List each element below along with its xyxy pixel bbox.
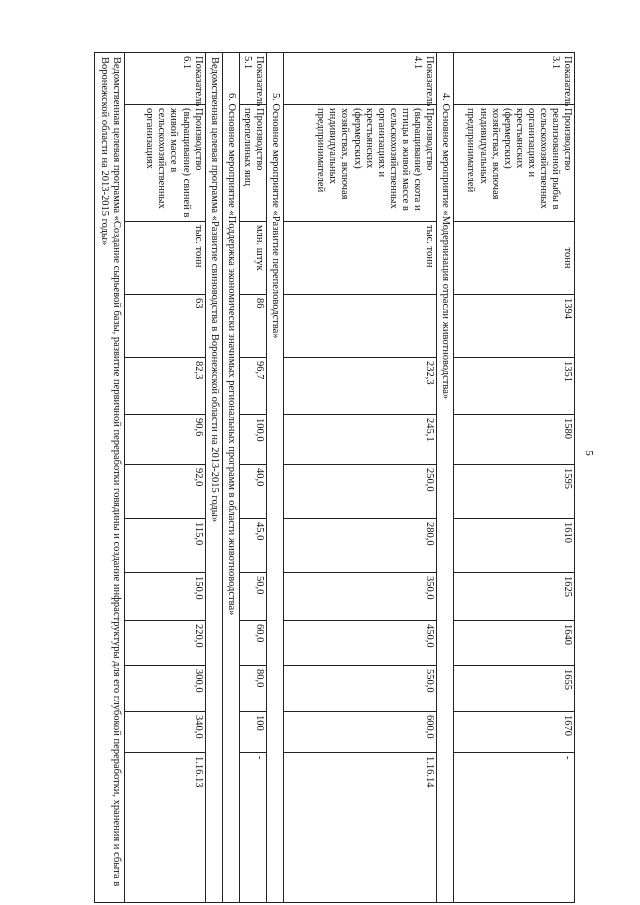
program-row [95, 53, 124, 903]
indicator-name: Производство перепелиных яиц [239, 105, 266, 222]
value-cell: 1580 [454, 415, 575, 465]
rotated-table-wrapper [85, 52, 575, 887]
indicator-code: Показатель 4.1 [283, 53, 436, 105]
indicator-name: Производство реализованной рыбы в сельскохозяйственных организациях и крестьянских (фермерских) хозяйствах, включая индивидуальных предпринимателей [454, 105, 575, 222]
program-title: Ведомственная целевая программа «Развитие свиноводства в Воронежской области на 2013-2015 годы» [205, 53, 222, 903]
value-cell: 1655 [454, 666, 575, 712]
indicator-code: Показатель 6.1 [124, 53, 205, 105]
value-cell: 340,0 [124, 712, 205, 753]
unit-cell: тонн [454, 222, 575, 295]
value-cell: 350,0 [283, 573, 436, 621]
value-cell: 150,0 [124, 573, 205, 621]
value-cell: 50,0 [239, 573, 266, 621]
value-cell: 96,7 [239, 358, 266, 415]
unit-cell: тыс. тонн [283, 222, 436, 295]
value-cell: 300,0 [124, 666, 205, 712]
value-cell: 450,0 [283, 621, 436, 666]
section-header-row [266, 53, 283, 903]
program-title: Ведомственная целевая программа «Создание сырьевой базы, развитие первичной переработки говядины и создание инфраструктуры для его глубокой переработки, хранения и сбыта в Воронежской области на 2013-2015 годы» [95, 53, 124, 903]
value-cell: 100,0 [239, 415, 266, 465]
table-row [239, 53, 266, 903]
value-cell: 550,0 [283, 666, 436, 712]
value-cell [283, 295, 436, 358]
value-cell: 232,3 [283, 358, 436, 415]
value-cell: 60,0 [239, 621, 266, 666]
value-cell: 82,3 [124, 358, 205, 415]
value-cell: 100 [239, 712, 266, 753]
indicators-table [95, 52, 576, 903]
value-cell: 220,0 [124, 621, 205, 666]
value-cell: 80,0 [239, 666, 266, 712]
section-header: 4. Основное мероприятие «Модернизация отрасли животноводства» [436, 53, 453, 903]
table-row [454, 53, 575, 903]
value-cell: 600,0 [283, 712, 436, 753]
reference-cell: - [454, 753, 575, 903]
value-cell: 280,0 [283, 519, 436, 573]
unit-cell: млн. штук [239, 222, 266, 295]
indicator-code: Показатель 5.1 [239, 53, 266, 105]
indicator-code: Показатель 3.1 [454, 53, 575, 105]
value-cell: 92,0 [124, 465, 205, 519]
indicator-name: Производство (выращивание) свиней в живой массе в сельскохозяйственных организациях [124, 105, 205, 222]
value-cell: 1610 [454, 519, 575, 573]
value-cell: 1670 [454, 712, 575, 753]
value-cell: 90,6 [124, 415, 205, 465]
reference-cell: 1.16.13 [124, 753, 205, 903]
value-cell: 115,0 [124, 519, 205, 573]
section-header-row [222, 53, 239, 903]
value-cell: 1595 [454, 465, 575, 519]
value-cell: 250,0 [283, 465, 436, 519]
indicator-name: Производство (выращивание) скота и птицы в живой массе в сельскохозяйственных организациях и крестьянских (фермерских) хозяйствах, включая индивидуальных предпринимателей [283, 105, 436, 222]
table-row [283, 53, 436, 903]
section-header-row [436, 53, 453, 903]
value-cell: 1394 [454, 295, 575, 358]
value-cell: 1640 [454, 621, 575, 666]
value-cell: 245,1 [283, 415, 436, 465]
reference-cell: 1.16.14 [283, 753, 436, 903]
value-cell: 1351 [454, 358, 575, 415]
section-header: 5. Основное мероприятие «Развитие перепеловодства» [266, 53, 283, 903]
section-header: 6. Основное мероприятие «Поддержка экономически значимых региональных программ в области животноводства» [222, 53, 239, 903]
value-cell: 40,0 [239, 465, 266, 519]
page-number: 5 [582, 450, 595, 456]
table-row [124, 53, 205, 903]
reference-cell: - [239, 753, 266, 903]
unit-cell: тыс. тонн [124, 222, 205, 295]
value-cell: 45,0 [239, 519, 266, 573]
value-cell: 1625 [454, 573, 575, 621]
program-row [205, 53, 222, 903]
value-cell: 63 [124, 295, 205, 358]
value-cell: 86 [239, 295, 266, 358]
